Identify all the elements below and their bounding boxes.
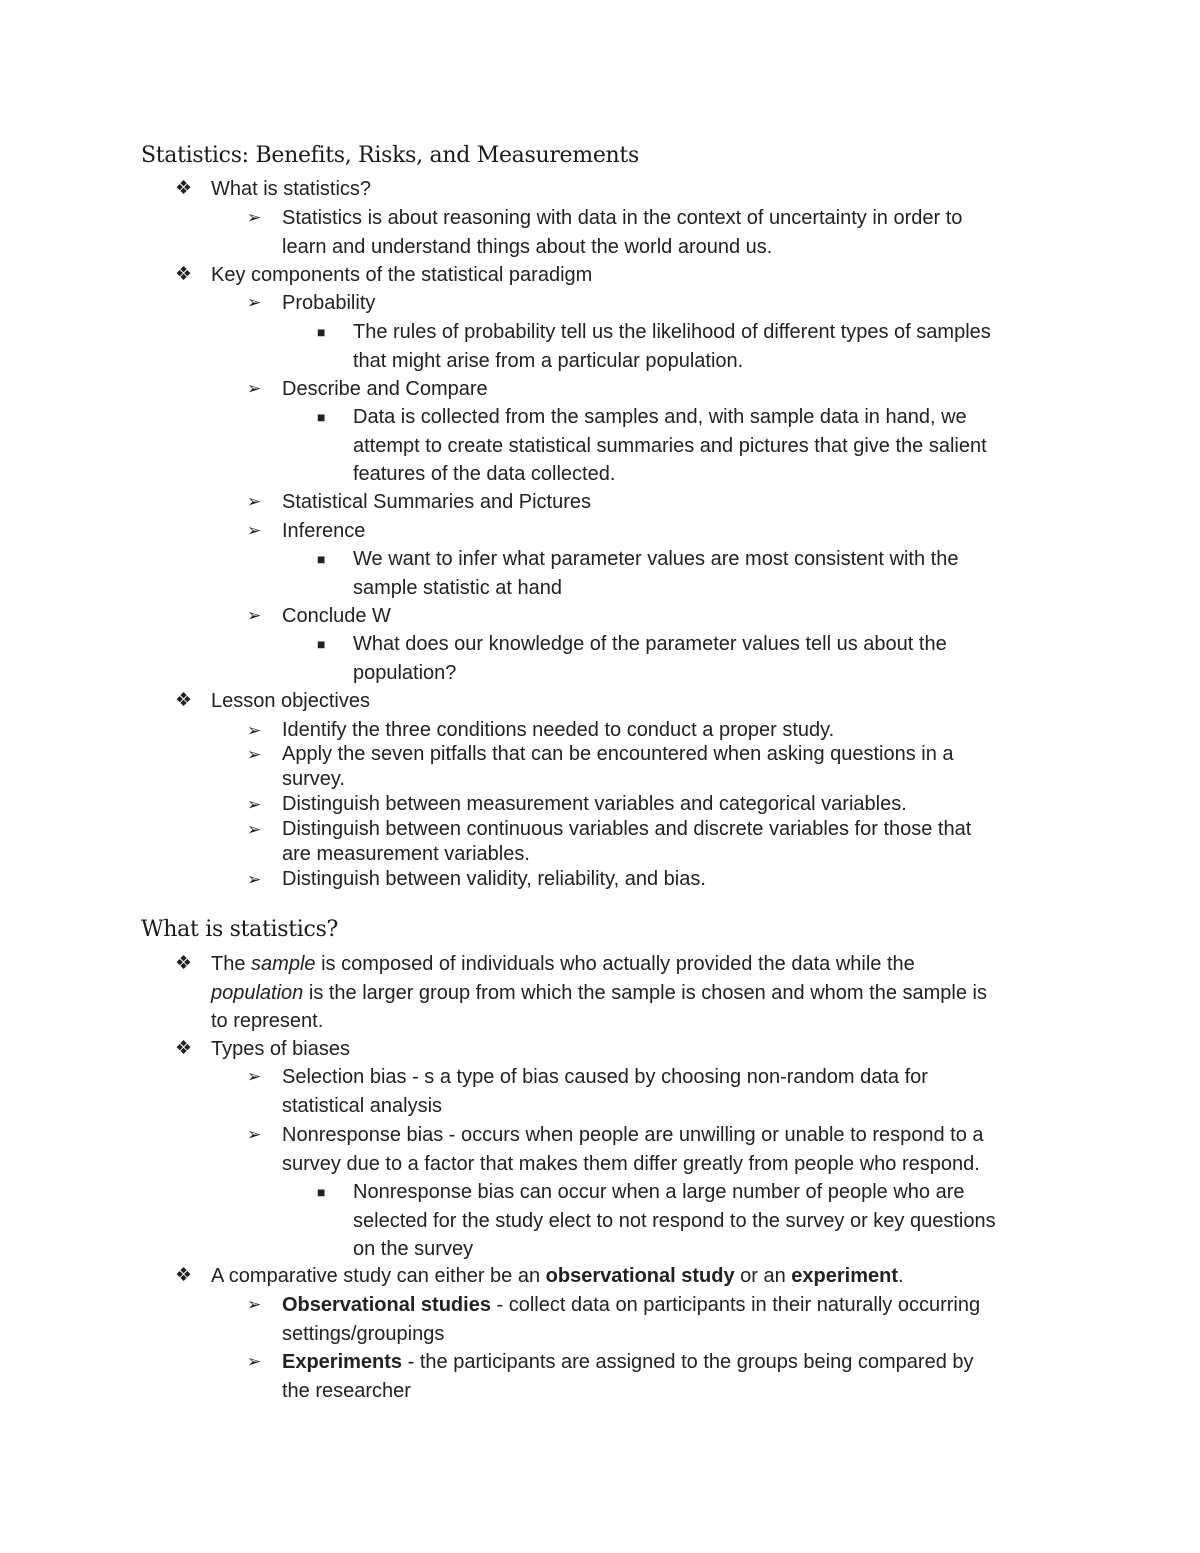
list-item: [317, 1178, 996, 1264]
arrow-bullet-icon: ➢: [247, 820, 262, 839]
section-heading-benefits-risks: Statistics: Benefits, Risks, and Measurements: [141, 143, 639, 168]
list-item-text: Probability: [282, 292, 376, 314]
diamond-bullet-icon: ❖: [175, 690, 193, 711]
arrow-bullet-icon: ➢: [247, 1125, 262, 1144]
list-item: [317, 545, 959, 602]
square-bullet-icon: ■: [317, 409, 326, 425]
arrow-bullet-icon: ➢: [247, 606, 262, 625]
list-item-text: Data is collected from the samples and, with sample data in hand, we: [353, 406, 967, 428]
arrow-bullet-icon: ➢: [247, 1067, 262, 1086]
list-item: [247, 517, 366, 546]
diamond-bullet-icon: ❖: [175, 953, 193, 974]
list-item-text: Describe and Compare: [282, 378, 488, 400]
list-item-text: survey.: [282, 768, 345, 790]
list-item: [247, 792, 907, 817]
list-item-text: on the survey: [353, 1238, 474, 1260]
square-bullet-icon: ■: [317, 324, 326, 340]
list-item-text: Distinguish between measurement variables and categorical variables.: [282, 793, 907, 815]
square-bullet-icon: ■: [317, 551, 326, 567]
list-item-text: Inference: [282, 520, 366, 542]
arrow-bullet-icon: ➢: [247, 293, 262, 312]
arrow-bullet-icon: ➢: [247, 492, 262, 511]
list-item: [247, 1348, 974, 1405]
term-experiment: experiment: [791, 1265, 898, 1287]
list-item-text: Nonresponse bias - occurs when people are unwilling or unable to respond to a: [282, 1124, 984, 1146]
list-item-text: survey due to a factor that makes them differ greatly from people who respond.: [282, 1152, 980, 1175]
list-item: [247, 602, 391, 631]
list-item: [317, 630, 947, 687]
square-bullet-icon: ■: [317, 636, 326, 652]
arrow-bullet-icon: ➢: [247, 870, 262, 889]
list-item-text: sample statistic at hand: [353, 576, 562, 599]
arrow-bullet-icon: ➢: [247, 1295, 262, 1314]
list-item: [247, 718, 835, 743]
list-item: [247, 375, 488, 404]
list-item-text: The sample is composed of individuals who actually provided the data while the: [211, 953, 915, 975]
term-population: population: [211, 981, 304, 1004]
list-item-text: Observational studies - collect data on participants in their naturally occurring: [282, 1294, 981, 1316]
list-item: [247, 1121, 984, 1178]
list-item: [247, 1291, 981, 1348]
list-item: [247, 289, 376, 318]
list-item: [247, 488, 592, 517]
list-item-text: Lesson objectives: [211, 690, 370, 712]
list-item: [317, 318, 991, 375]
list-item-text: Selection bias - s a type of bias caused by choosing non-random data for: [282, 1066, 928, 1088]
list-item-text: the researcher: [282, 1379, 411, 1402]
list-item: [247, 867, 706, 892]
list-item-text: Experiments - the participants are assigned to the groups being compared by: [282, 1351, 974, 1373]
diamond-bullet-icon: ❖: [175, 1265, 193, 1286]
list-item-text: are measurement variables.: [282, 843, 530, 865]
term-observational-study: observational study: [545, 1265, 735, 1287]
term-observational-studies: Observational studies: [282, 1294, 491, 1316]
section-heading-what-is-statistics: What is statistics?: [141, 917, 339, 942]
list-item-text: Identify the three conditions needed to conduct a proper study.: [282, 719, 835, 741]
list-item: [317, 403, 987, 489]
list-item-text: learn and understand things about the world around us.: [282, 235, 773, 258]
list-item-text: Nonresponse bias can occur when a large number of people who are: [353, 1181, 965, 1203]
list-item-text: population?: [353, 661, 457, 684]
list-item: [175, 1035, 350, 1064]
arrow-bullet-icon: ➢: [247, 721, 262, 740]
list-item-text: Statistical Summaries and Pictures: [282, 491, 592, 513]
arrow-bullet-icon: ➢: [247, 795, 262, 814]
list-item-text: The rules of probability tell us the likelihood of different types of samples: [353, 321, 991, 343]
arrow-bullet-icon: ➢: [247, 208, 262, 227]
list-item-text: We want to infer what parameter values are most consistent with the: [353, 548, 959, 570]
list-item-text: Conclude W: [282, 605, 391, 627]
diamond-bullet-icon: ❖: [175, 178, 193, 199]
list-item: [175, 175, 372, 204]
list-item-text: attempt to create statistical summaries and pictures that give the salient: [353, 434, 987, 457]
arrow-bullet-icon: ➢: [247, 745, 262, 764]
term-experiments: Experiments: [282, 1351, 403, 1373]
list-item-text: Distinguish between continuous variables and discrete variables for those that: [282, 818, 972, 840]
list-item: [247, 204, 963, 261]
list-item-text: settings/groupings: [282, 1322, 445, 1345]
square-bullet-icon: ■: [317, 1184, 326, 1200]
list-item-text: Types of biases: [211, 1038, 350, 1060]
arrow-bullet-icon: ➢: [247, 379, 262, 398]
list-item: [175, 950, 987, 1036]
diamond-bullet-icon: ❖: [175, 264, 193, 285]
list-item-text: that might arise from a particular population.: [353, 349, 744, 372]
list-item: [175, 687, 370, 716]
list-item-text: population is the larger group from which the sample is chosen and whom the sample is: [211, 981, 987, 1004]
term-sample: sample: [251, 953, 316, 975]
list-item-text: features of the data collected.: [353, 463, 616, 485]
diamond-bullet-icon: ❖: [175, 1038, 193, 1059]
list-item-text: to represent.: [211, 1010, 324, 1032]
list-item: [247, 1063, 928, 1120]
list-item-text: Apply the seven pitfalls that can be encountered when asking questions in a: [282, 743, 954, 765]
list-item-text: What does our knowledge of the parameter values tell us about the: [353, 633, 947, 655]
list-item-text: What is statistics?: [211, 178, 372, 200]
list-item: [247, 817, 972, 867]
list-item: [247, 742, 954, 792]
arrow-bullet-icon: ➢: [247, 521, 262, 540]
list-item-text: statistical analysis: [282, 1094, 443, 1117]
list-item-text: Distinguish between validity, reliability, and bias.: [282, 868, 706, 890]
list-item: [175, 1262, 904, 1291]
list-item-text: A comparative study can either be an observational study or an experiment.: [211, 1265, 904, 1287]
arrow-bullet-icon: ➢: [247, 1352, 262, 1371]
list-item: [175, 261, 593, 290]
list-item-text: Statistics is about reasoning with data in the context of uncertainty in order to: [282, 207, 963, 229]
list-item-text: Key components of the statistical paradigm: [211, 264, 593, 286]
list-item-text: selected for the study elect to not respond to the survey or key questions: [353, 1209, 996, 1232]
